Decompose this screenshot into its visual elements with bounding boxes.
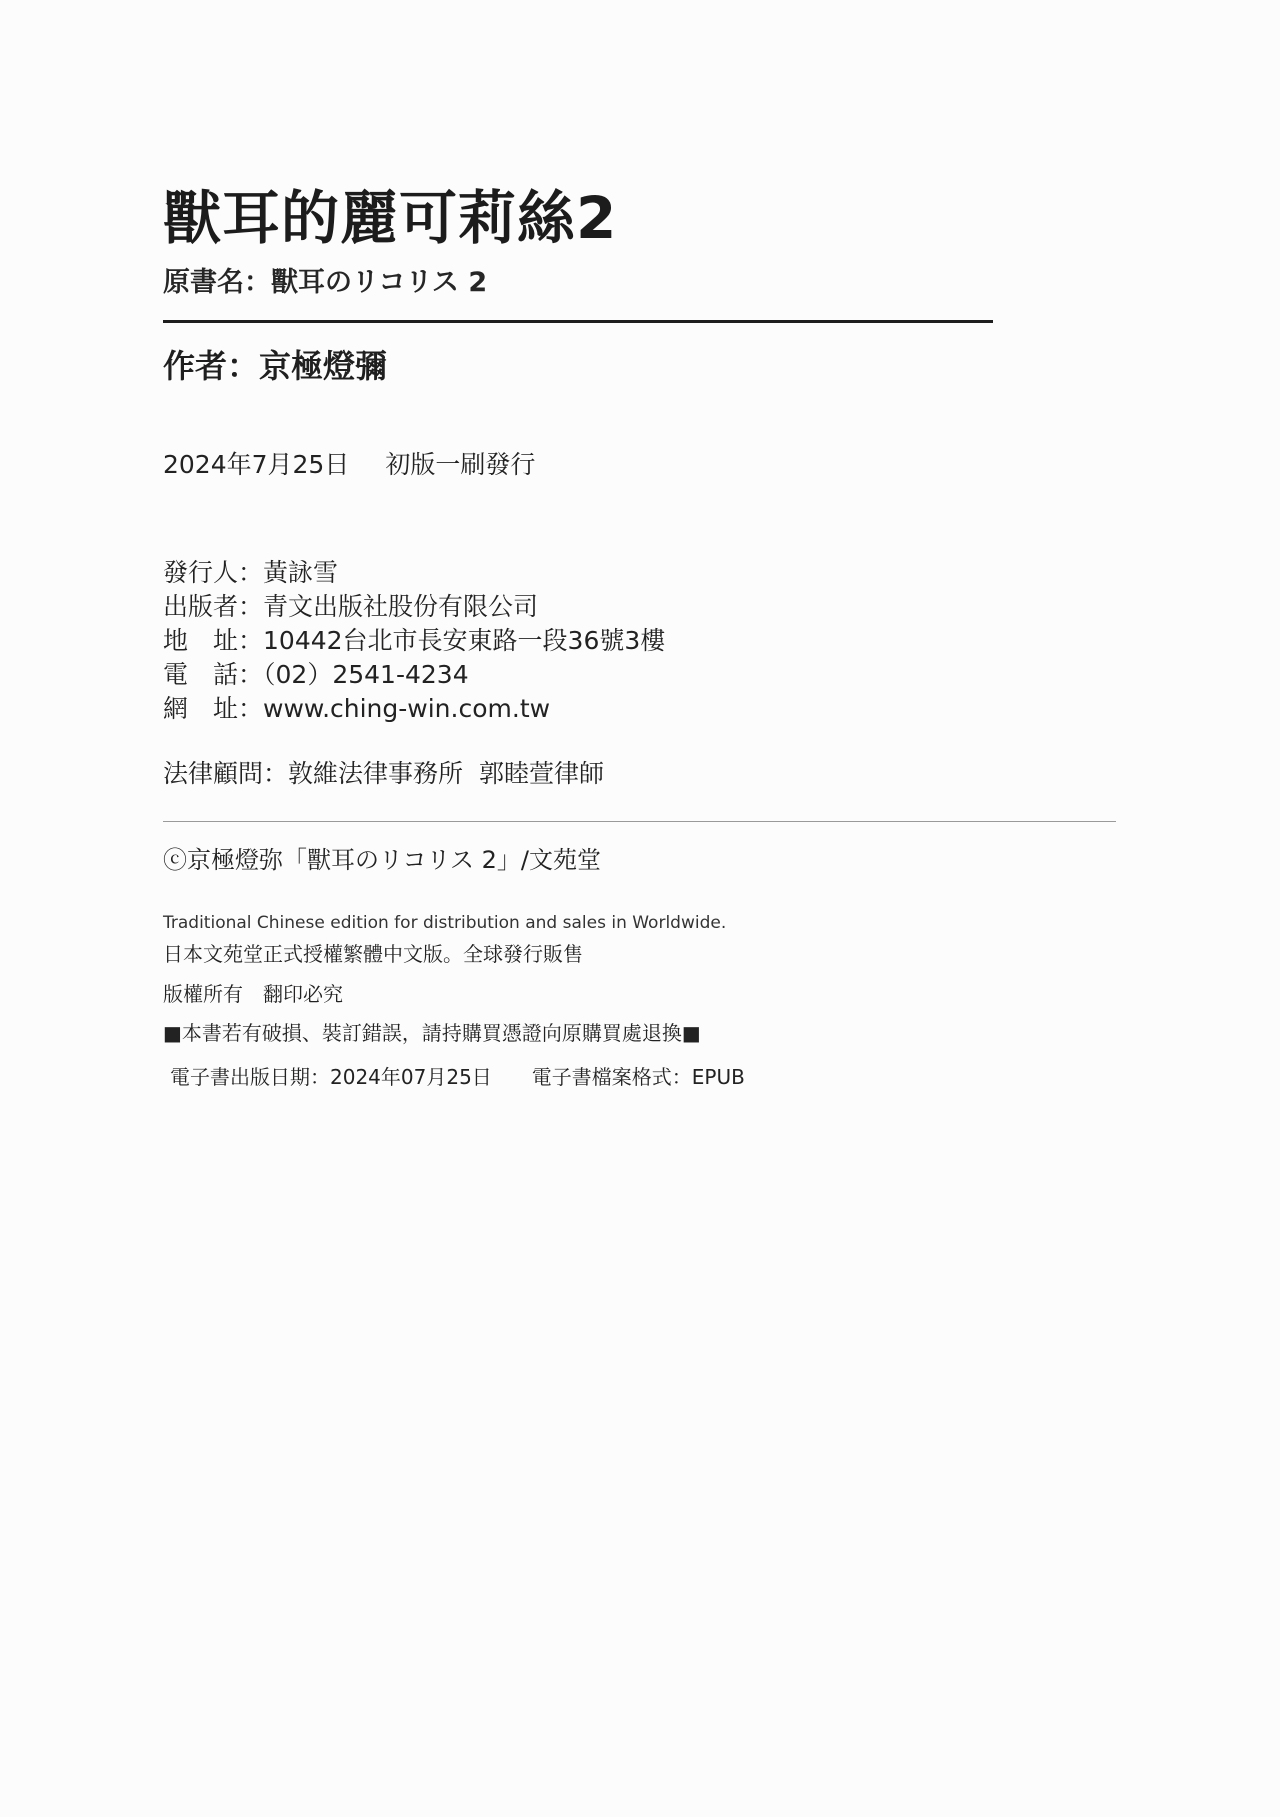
- ebook-format: 電子書檔案格式：EPUB: [531, 1065, 745, 1089]
- publisher-info-row: 發行人：黃詠雪: [163, 556, 665, 590]
- ebook-info: [170, 1063, 745, 1091]
- ebook-publish-date: 電子書出版日期：2024年07月25日: [170, 1065, 492, 1089]
- publisher-info-row: 地 址：10442台北市長安東路一段36號3樓: [163, 624, 665, 658]
- legal-counsel: [163, 757, 604, 791]
- info-label: 電 話: [163, 660, 239, 689]
- publisher-info-row: 電 話：（02）2541-4234: [163, 658, 665, 692]
- legal-label: 法律顧問：敦維法律事務所: [163, 759, 464, 788]
- copyright-line: ⓒ京極燈弥「獸耳のリコリス 2」/文苑堂: [163, 846, 602, 874]
- info-label: 出版者: [163, 592, 239, 621]
- publisher-info: [163, 556, 665, 726]
- author-line: 作者：京極燈彌: [163, 347, 388, 385]
- info-value: www.ching-win.com.tw: [263, 694, 551, 723]
- book-title: 獸耳的麗可莉絲2: [163, 184, 618, 252]
- info-label: 發行人: [163, 558, 239, 587]
- no-reproduction: 翻印必究: [263, 982, 343, 1006]
- info-value: 10442台北市長安東路一段36號3樓: [263, 626, 666, 655]
- rights-reserved: 版權所有: [163, 982, 243, 1006]
- edition-printing: 初版一刷發行: [385, 450, 536, 479]
- edition-statement-zh: 日本文苑堂正式授權繁體中文版。全球發行販售: [163, 942, 583, 966]
- title-divider: [163, 320, 993, 323]
- legal-lawyer: 郭睦萱律師: [479, 759, 605, 788]
- info-label: 網 址: [163, 694, 239, 723]
- info-value: （02）2541-4234: [263, 660, 469, 689]
- edition-date: 2024年7月25日: [163, 450, 350, 479]
- edition-statement-en: Traditional Chinese edition for distribution and sales in Worldwide.: [163, 913, 727, 933]
- edition-line: [163, 448, 535, 482]
- publisher-info-row: 出版者：青文出版社股份有限公司: [163, 590, 665, 624]
- info-label: 地 址: [163, 626, 239, 655]
- original-title: 原書名：獸耳のリコリス 2: [163, 267, 488, 298]
- publisher-info-row: 網 址：www.ching-win.com.tw: [163, 692, 665, 726]
- info-value: 青文出版社股份有限公司: [263, 592, 539, 621]
- return-notice: ■本書若有破損、裝訂錯誤，請持購買憑證向原購買處退換■: [163, 1021, 701, 1045]
- info-value: 黃詠雪: [263, 558, 339, 587]
- rights-line: [163, 980, 343, 1008]
- section-divider: [163, 821, 1116, 822]
